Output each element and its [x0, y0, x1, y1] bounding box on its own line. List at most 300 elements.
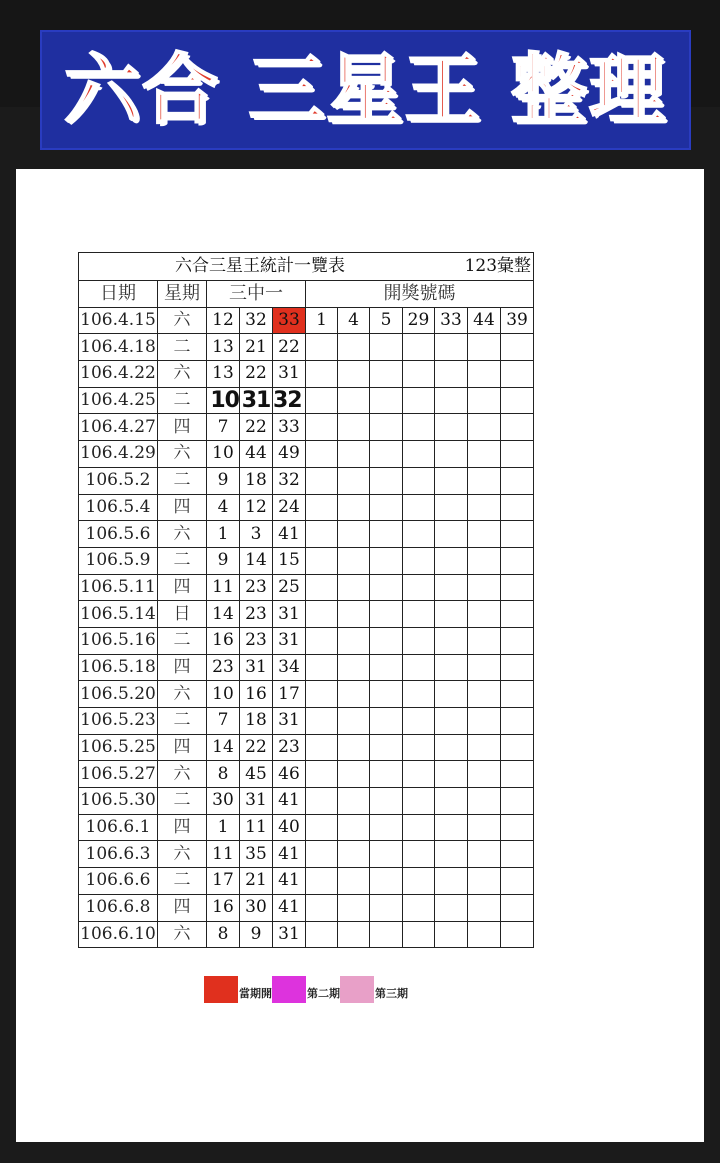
- row-weekday: 二: [158, 387, 207, 414]
- row-date: 106.5.27: [79, 761, 158, 788]
- draw-number: [338, 547, 370, 574]
- draw-number: [306, 334, 338, 361]
- draw-number: [403, 574, 435, 601]
- draw-number: [501, 547, 534, 574]
- draw-number: [306, 547, 338, 574]
- draw-number: [435, 414, 468, 441]
- row-date: 106.6.6: [79, 868, 158, 895]
- banner: [40, 30, 691, 150]
- draw-number: [403, 868, 435, 895]
- pick-number: 21: [240, 334, 273, 361]
- draw-number: [403, 361, 435, 388]
- draw-number: [501, 574, 534, 601]
- table-title: 六合三星王統計一覽表: [175, 256, 345, 276]
- draw-number: [403, 921, 435, 948]
- row-date: 106.4.25: [79, 387, 158, 414]
- draw-number: [468, 814, 501, 841]
- draw-number: [370, 814, 403, 841]
- draw-number: [306, 521, 338, 548]
- row-date: 106.5.11: [79, 574, 158, 601]
- row-date: 106.5.20: [79, 681, 158, 708]
- table-row: [79, 921, 534, 948]
- table-author: 123彙整: [464, 256, 532, 276]
- draw-number: [501, 441, 534, 468]
- table-row: [79, 467, 534, 494]
- table-row: [79, 387, 534, 414]
- legend-swatch: [272, 976, 306, 1003]
- table-row: [79, 334, 534, 361]
- draw-number: [468, 441, 501, 468]
- row-weekday: 二: [158, 868, 207, 895]
- pick-number: 31: [273, 708, 306, 735]
- row-date: 106.6.1: [79, 814, 158, 841]
- draw-number: [501, 334, 534, 361]
- draw-number: [306, 708, 338, 735]
- draw-number: [403, 894, 435, 921]
- row-date: 106.6.8: [79, 894, 158, 921]
- draw-number: [370, 681, 403, 708]
- draw-number: [403, 627, 435, 654]
- row-weekday: 四: [158, 414, 207, 441]
- pick-number: 17: [207, 868, 240, 895]
- draw-number: [435, 627, 468, 654]
- pick-number: 21: [240, 868, 273, 895]
- draw-number: [468, 788, 501, 815]
- header-date: 日期: [79, 281, 158, 308]
- draw-number: [370, 627, 403, 654]
- draw-number: [370, 441, 403, 468]
- draw-number: [370, 387, 403, 414]
- pick-number: 9: [207, 467, 240, 494]
- draw-number: [403, 414, 435, 441]
- row-weekday: 二: [158, 547, 207, 574]
- draw-number: [403, 814, 435, 841]
- pick-number: 8: [207, 921, 240, 948]
- row-weekday: 六: [158, 921, 207, 948]
- draw-number: [306, 894, 338, 921]
- draw-number: [435, 334, 468, 361]
- draw-number: [338, 387, 370, 414]
- pick-number: 23: [207, 654, 240, 681]
- draw-number: [306, 627, 338, 654]
- pick-number: 35: [240, 841, 273, 868]
- draw-number: [501, 414, 534, 441]
- draw-number: [435, 921, 468, 948]
- draw-number: [501, 734, 534, 761]
- pick-number: 14: [207, 734, 240, 761]
- draw-number: [435, 521, 468, 548]
- draw-number: [403, 708, 435, 735]
- draw-number: [338, 521, 370, 548]
- row-weekday: 六: [158, 681, 207, 708]
- draw-number: [501, 894, 534, 921]
- pick-number: 23: [240, 627, 273, 654]
- draw-number: [468, 547, 501, 574]
- pick-number: 1: [207, 521, 240, 548]
- draw-number: [435, 894, 468, 921]
- draw-number: [370, 334, 403, 361]
- draw-number: [501, 601, 534, 628]
- draw-number: [501, 814, 534, 841]
- draw-number: [370, 734, 403, 761]
- table-row: [79, 307, 534, 334]
- pick-number: 9: [207, 547, 240, 574]
- pick-number: 10: [207, 681, 240, 708]
- draw-number: [403, 521, 435, 548]
- pick-number: 16: [207, 894, 240, 921]
- draw-number: [468, 734, 501, 761]
- pick-number: 31: [273, 601, 306, 628]
- pick-number: 12: [207, 307, 240, 334]
- draw-number: [435, 494, 468, 521]
- row-date: 106.6.10: [79, 921, 158, 948]
- pick-number: 25: [273, 574, 306, 601]
- table-row: [79, 361, 534, 388]
- draw-number: [338, 841, 370, 868]
- draw-number: [338, 921, 370, 948]
- row-date: 106.5.4: [79, 494, 158, 521]
- draw-number: [403, 334, 435, 361]
- draw-number: [370, 921, 403, 948]
- draw-number: [468, 361, 501, 388]
- row-weekday: 二: [158, 467, 207, 494]
- draw-number: [501, 708, 534, 735]
- draw-number: [468, 761, 501, 788]
- pick-number: 22: [240, 361, 273, 388]
- pick-number: 44: [240, 441, 273, 468]
- draw-number: [435, 387, 468, 414]
- draw-number: [468, 654, 501, 681]
- draw-number: [306, 387, 338, 414]
- draw-number: [468, 681, 501, 708]
- draw-number: [435, 814, 468, 841]
- pick-number: 30: [240, 894, 273, 921]
- draw-number: [501, 521, 534, 548]
- row-weekday: 二: [158, 788, 207, 815]
- pick-number: 7: [207, 414, 240, 441]
- draw-number: 1: [306, 307, 338, 334]
- row-weekday: 四: [158, 734, 207, 761]
- draw-number: [403, 441, 435, 468]
- pick-number: 13: [207, 361, 240, 388]
- row-weekday: 六: [158, 307, 207, 334]
- draw-number: [338, 441, 370, 468]
- row-date: 106.5.9: [79, 547, 158, 574]
- row-date: 106.5.30: [79, 788, 158, 815]
- draw-number: [501, 627, 534, 654]
- table-row: [79, 841, 534, 868]
- table-row: [79, 761, 534, 788]
- row-date: 106.4.29: [79, 441, 158, 468]
- draw-number: [338, 334, 370, 361]
- draw-number: [338, 868, 370, 895]
- draw-number: [370, 574, 403, 601]
- pick-number: 45: [240, 761, 273, 788]
- table-row: [79, 521, 534, 548]
- row-weekday: 四: [158, 654, 207, 681]
- draw-number: [338, 361, 370, 388]
- draw-number: [370, 761, 403, 788]
- draw-number: [338, 708, 370, 735]
- row-weekday: 二: [158, 708, 207, 735]
- pick-number: 14: [207, 601, 240, 628]
- document-sheet: [16, 169, 704, 1142]
- draw-number: [501, 361, 534, 388]
- draw-number: [338, 574, 370, 601]
- pick-number: 9: [240, 921, 273, 948]
- draw-number: [338, 654, 370, 681]
- draw-number: [468, 708, 501, 735]
- draw-number: [370, 521, 403, 548]
- row-date: 106.5.23: [79, 708, 158, 735]
- draw-number: [468, 334, 501, 361]
- draw-number: [468, 894, 501, 921]
- pick-number: 32: [273, 387, 306, 414]
- pick-number: 31: [273, 921, 306, 948]
- draw-number: [306, 814, 338, 841]
- pick-number: 22: [240, 734, 273, 761]
- draw-number: [403, 494, 435, 521]
- pick-number: 11: [207, 574, 240, 601]
- draw-number: [468, 841, 501, 868]
- pick-number: 10: [207, 441, 240, 468]
- draw-number: [338, 494, 370, 521]
- draw-number: [370, 868, 403, 895]
- draw-number: [370, 654, 403, 681]
- pick-number: 41: [273, 868, 306, 895]
- pick-number: 15: [273, 547, 306, 574]
- draw-number: [435, 361, 468, 388]
- draw-number: [501, 494, 534, 521]
- draw-number: [435, 547, 468, 574]
- pick-number: 31: [273, 361, 306, 388]
- pick-number: 16: [240, 681, 273, 708]
- row-weekday: 日: [158, 601, 207, 628]
- legend-item: [272, 976, 340, 1003]
- pick-number: 23: [273, 734, 306, 761]
- legend-label: 當期開: [239, 987, 272, 1000]
- pick-number: 23: [240, 601, 273, 628]
- draw-number: [306, 681, 338, 708]
- draw-number: [338, 414, 370, 441]
- row-weekday: 六: [158, 521, 207, 548]
- draw-number: 39: [501, 307, 534, 334]
- pick-number: 33: [273, 414, 306, 441]
- draw-number: [435, 654, 468, 681]
- draw-number: [501, 841, 534, 868]
- row-weekday: 六: [158, 841, 207, 868]
- draw-number: [306, 761, 338, 788]
- draw-number: [468, 387, 501, 414]
- row-weekday: 四: [158, 574, 207, 601]
- pick-number: 22: [240, 414, 273, 441]
- table-row: [79, 627, 534, 654]
- draw-number: 4: [338, 307, 370, 334]
- draw-number: [306, 788, 338, 815]
- row-weekday: 六: [158, 361, 207, 388]
- draw-number: [403, 601, 435, 628]
- table-row: [79, 814, 534, 841]
- draw-number: [468, 414, 501, 441]
- row-date: 106.5.14: [79, 601, 158, 628]
- draw-number: [306, 921, 338, 948]
- draw-number: [338, 894, 370, 921]
- legend-swatch: [204, 976, 238, 1003]
- pick-number: 13: [207, 334, 240, 361]
- draw-number: [370, 547, 403, 574]
- pick-number: 31: [240, 654, 273, 681]
- pick-number: 33: [273, 307, 306, 334]
- draw-number: [403, 788, 435, 815]
- row-date: 106.5.18: [79, 654, 158, 681]
- draw-number: [403, 387, 435, 414]
- row-date: 106.5.16: [79, 627, 158, 654]
- draw-number: [403, 734, 435, 761]
- table-row: [79, 494, 534, 521]
- draw-number: [435, 574, 468, 601]
- stats-table: [78, 252, 534, 948]
- pick-number: 23: [240, 574, 273, 601]
- row-weekday: 六: [158, 441, 207, 468]
- draw-number: 5: [370, 307, 403, 334]
- table-row: [79, 894, 534, 921]
- table-row: [79, 547, 534, 574]
- draw-number: [403, 467, 435, 494]
- table-row: [79, 868, 534, 895]
- pick-number: 31: [240, 387, 273, 414]
- draw-number: [370, 601, 403, 628]
- draw-number: [435, 601, 468, 628]
- table-row: [79, 708, 534, 735]
- draw-number: [306, 494, 338, 521]
- pick-number: 31: [240, 788, 273, 815]
- draw-number: [435, 734, 468, 761]
- banner-title: 六合 三星王 整理: [64, 45, 667, 134]
- draw-number: [338, 761, 370, 788]
- draw-number: [338, 814, 370, 841]
- row-weekday: 四: [158, 494, 207, 521]
- pick-number: 14: [240, 547, 273, 574]
- table-row: [79, 788, 534, 815]
- table-row: [79, 574, 534, 601]
- draw-number: [370, 494, 403, 521]
- pick-number: 32: [273, 467, 306, 494]
- draw-number: [435, 708, 468, 735]
- draw-number: [306, 467, 338, 494]
- draw-number: [501, 467, 534, 494]
- draw-number: [370, 894, 403, 921]
- legend-item: [204, 976, 272, 1003]
- pick-number: 31: [273, 627, 306, 654]
- draw-number: [370, 361, 403, 388]
- pick-number: 22: [273, 334, 306, 361]
- pick-number: 18: [240, 467, 273, 494]
- pick-number: 10: [207, 387, 240, 414]
- draw-number: [306, 841, 338, 868]
- draw-number: [501, 761, 534, 788]
- table-row: [79, 654, 534, 681]
- pick-number: 46: [273, 761, 306, 788]
- pick-number: 8: [207, 761, 240, 788]
- pick-number: 41: [273, 894, 306, 921]
- table-row: [79, 601, 534, 628]
- draw-number: [370, 788, 403, 815]
- draw-number: 29: [403, 307, 435, 334]
- pick-number: 41: [273, 788, 306, 815]
- pick-number: 24: [273, 494, 306, 521]
- draw-number: [435, 788, 468, 815]
- draw-number: [435, 868, 468, 895]
- draw-number: [468, 921, 501, 948]
- row-weekday: 六: [158, 761, 207, 788]
- draw-number: [306, 414, 338, 441]
- pick-number: 17: [273, 681, 306, 708]
- draw-number: [338, 734, 370, 761]
- pick-number: 32: [240, 307, 273, 334]
- draw-number: [403, 761, 435, 788]
- legend-label: 第二期: [307, 987, 340, 1000]
- draw-number: [306, 574, 338, 601]
- draw-number: [306, 441, 338, 468]
- pick-number: 16: [207, 627, 240, 654]
- row-weekday: 四: [158, 894, 207, 921]
- row-date: 106.4.22: [79, 361, 158, 388]
- pick-number: 7: [207, 708, 240, 735]
- table-row: [79, 414, 534, 441]
- draw-number: [468, 627, 501, 654]
- draw-number: [501, 868, 534, 895]
- draw-number: [435, 467, 468, 494]
- draw-number: [468, 521, 501, 548]
- draw-number: [468, 467, 501, 494]
- table-title-row: [79, 253, 534, 281]
- draw-number: [403, 681, 435, 708]
- legend-item: [340, 976, 408, 1003]
- draw-number: [501, 681, 534, 708]
- draw-number: [306, 734, 338, 761]
- draw-number: 44: [468, 307, 501, 334]
- pick-number: 12: [240, 494, 273, 521]
- table-header-row: [79, 281, 534, 308]
- draw-number: [403, 547, 435, 574]
- table-row: [79, 734, 534, 761]
- draw-number: [306, 601, 338, 628]
- pick-number: 11: [207, 841, 240, 868]
- row-date: 106.5.6: [79, 521, 158, 548]
- row-weekday: 二: [158, 627, 207, 654]
- draw-number: [338, 681, 370, 708]
- draw-number: [501, 387, 534, 414]
- draw-number: [468, 601, 501, 628]
- draw-number: [435, 441, 468, 468]
- draw-number: [370, 414, 403, 441]
- pick-number: 49: [273, 441, 306, 468]
- row-date: 106.6.3: [79, 841, 158, 868]
- row-date: 106.5.25: [79, 734, 158, 761]
- table-row: [79, 441, 534, 468]
- draw-number: [338, 467, 370, 494]
- pick-number: 1: [207, 814, 240, 841]
- draw-number: [435, 761, 468, 788]
- row-date: 106.4.27: [79, 414, 158, 441]
- pick-number: 34: [273, 654, 306, 681]
- pick-number: 11: [240, 814, 273, 841]
- draw-number: [306, 361, 338, 388]
- pick-number: 40: [273, 814, 306, 841]
- legend-label: 第三期: [375, 987, 408, 1000]
- row-date: 106.4.18: [79, 334, 158, 361]
- draw-number: [468, 868, 501, 895]
